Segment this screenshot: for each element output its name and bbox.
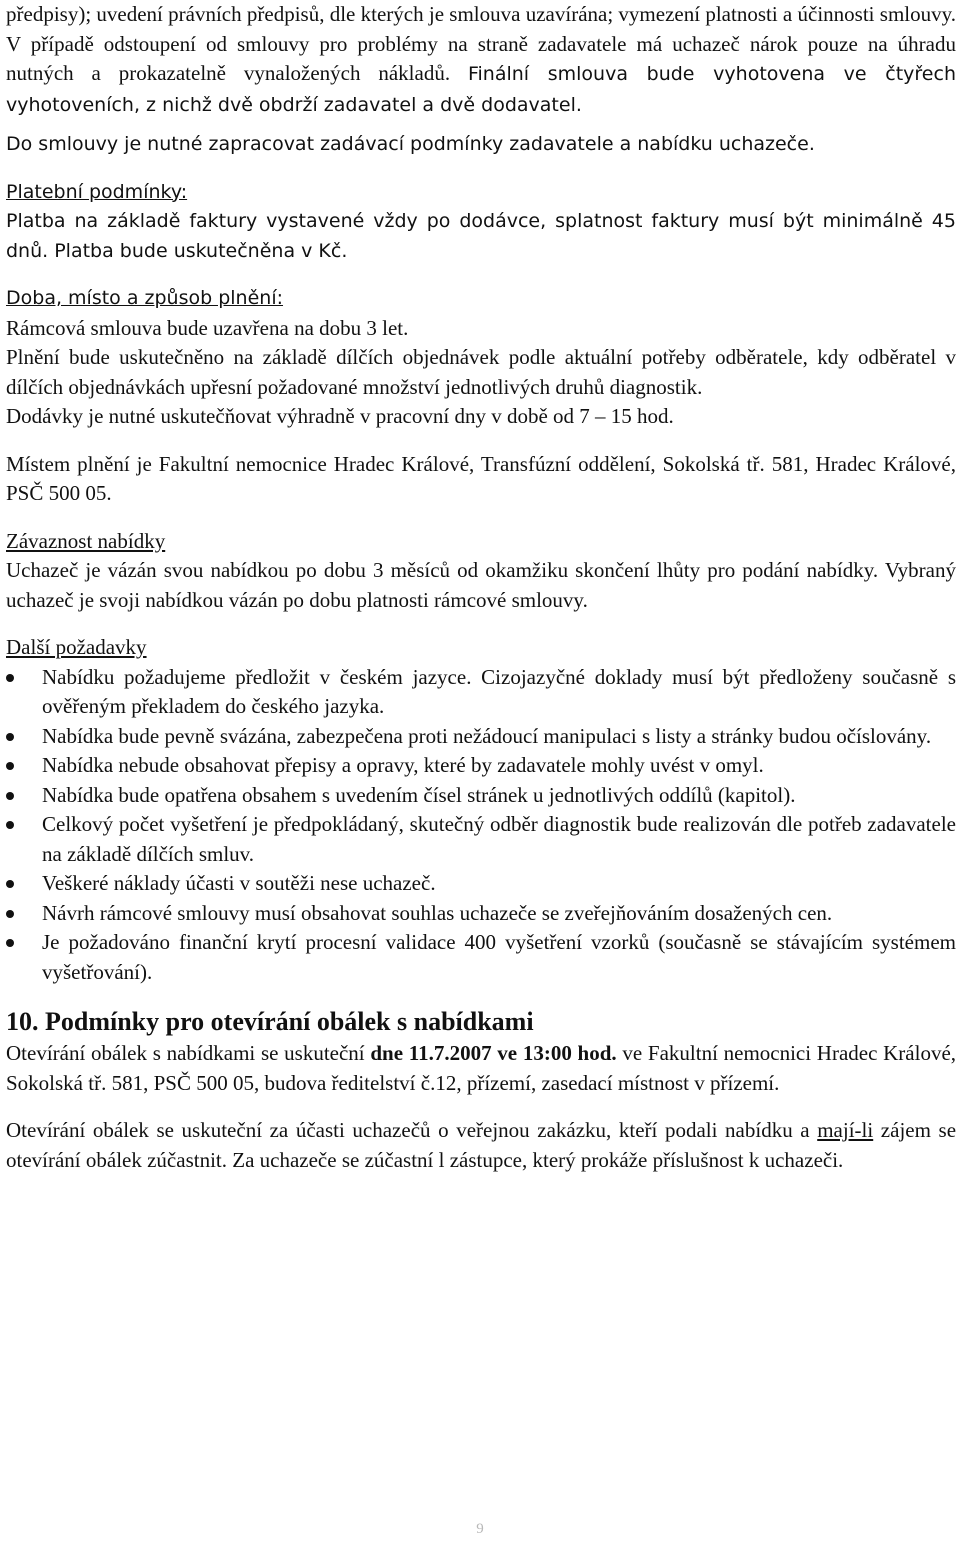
- bullet-icon: [6, 821, 14, 829]
- performance-place-text: Místem plnění je Fakultní nemocnice Hradec Králové, Transfúzní oddělení, Sokolská tř. 581, Hradec Králové, PSČ 500 05.: [6, 451, 956, 505]
- performance-delivery-time-text: Dodávky je nutné uskutečňovat výhradně v pracovní dny v době od 7 – 15 hod.: [6, 404, 674, 428]
- payment-terms-heading: Platební podmínky:: [6, 180, 188, 203]
- bullet-icon: [6, 733, 14, 741]
- performance-orders-text: Plnění bude uskutečněno na základě dílčích objednávek podle aktuální potřeby odběratele, kdy odběratel v dílčích objednávkách upřesní požadované množství jednotlivých druhů diagnostik.: [6, 345, 956, 399]
- list-item: Nabídku požadujeme předložit v českém jazyce. Cizojazyčné doklady musí být předloženy současně s ověřeným překladem do českého jazyka.: [6, 663, 956, 722]
- list-item: Nabídka nebude obsahovat přepisy a opravy, které by zadavatele mohly uvést v omyl.: [6, 751, 956, 781]
- list-item: Veškeré náklady účasti v soutěži nese uchazeč.: [6, 869, 956, 899]
- document-page: [6, 0, 956, 1175]
- bullet-icon: [6, 910, 14, 918]
- offer-binding-heading: Závaznost nabídky: [6, 528, 166, 553]
- page-number: 9: [476, 1521, 484, 1537]
- bullet-icon: [6, 880, 14, 888]
- bullet-icon: [6, 792, 14, 800]
- list-item: Návrh rámcové smlouvy musí obsahovat souhlas uchazeče se zveřejňováním dosažených cen.: [6, 899, 956, 929]
- intro-paragraph: [6, 0, 956, 120]
- opening-date: dne 11.7.2007 ve 13:00 hod.: [370, 1041, 617, 1065]
- section-10-paragraph-1: Otevírání obálek s nabídkami se uskuteční dne 11.7.2007 ve 13:00 hod. ve Fakultní nemocnici Hradec Králové, Sokolská tř. 581, PSČ 500 05, budova ředitelství č.12, přízemí, zasedací místnost v přízemí.: [6, 1041, 957, 1095]
- intro-text: předpisy); uvedení právních předpisů, dle kterých je smlouva uzavírána; vymezení platnosti a účinnosti smlouvy. V případě odstoupení od smlouvy pro problémy na straně zadavatele má uchazeč nárok pouze na úhradu nutných a prokazatelně vynaložených nákladů.: [6, 2, 956, 85]
- payment-terms-text: Platba na základě faktury vystavené vždy po dodávce, splatnost faktury musí být minimálně 45 dnů. Platba bude uskutečněna v Kč.: [6, 210, 956, 262]
- contract-conditions-paragraph: Do smlouvy je nutné zapracovat zadávací podmínky zadavatele a nabídku uchazeče.: [6, 133, 815, 155]
- requirements-list: [6, 663, 956, 988]
- performance-heading: Doba, místo a způsob plnění:: [6, 287, 284, 309]
- section-10-title: 10. Podmínky pro otevírání obálek s nabídkami: [6, 1007, 534, 1036]
- other-requirements-heading: Další požadavky: [6, 635, 147, 659]
- list-item: Nabídka bude opatřena obsahem s uvedením čísel stránek u jednotlivých oddílů (kapitol).: [6, 781, 956, 811]
- bullet-icon: [6, 939, 14, 947]
- offer-binding-text: Uchazeč je vázán svou nabídkou po dobu 3 měsíců od okamžiku skončení lhůty pro podání nabídky. Vybraný uchazeč je svoji nabídkou vázán po dobu platnosti rámcové smlouvy.: [6, 558, 956, 612]
- bullet-icon: [6, 674, 14, 682]
- list-item: Celkový počet vyšetření je předpokládaný, skutečný odběr diagnostik bude realizován dle potřeb zadavatele na základě dílčích smluv.: [6, 810, 956, 869]
- list-item: Je požadováno finanční krytí procesní validace 400 vyšetření vzorků (současně se stávajícím systémem vyšetřování).: [6, 928, 956, 987]
- list-item: Nabídka bude pevně svázána, zabezpečena proti nežádoucí manipulaci s listy a stránky budou očíslovány.: [6, 722, 956, 752]
- intro-final-contract-text: Finální smlouva bude vyhotovena ve čtyřech vyhotoveních, z nichž dvě obdrží zadavatel a dvě dodavatel.: [6, 63, 956, 116]
- section-10-paragraph-2: Otevírání obálek se uskuteční za účasti uchazečů o veřejnou zakázku, kteří podali nabídku a mají-li zájem se otevírání obálek zúčastnit. Za uchazeče se zúčastní l zástupce, který prokáže příslušnost k uchazeči.: [6, 1118, 957, 1172]
- performance-duration-text: Rámcová smlouva bude uzavřena na dobu 3 let.: [6, 315, 409, 340]
- bullet-icon: [6, 762, 14, 770]
